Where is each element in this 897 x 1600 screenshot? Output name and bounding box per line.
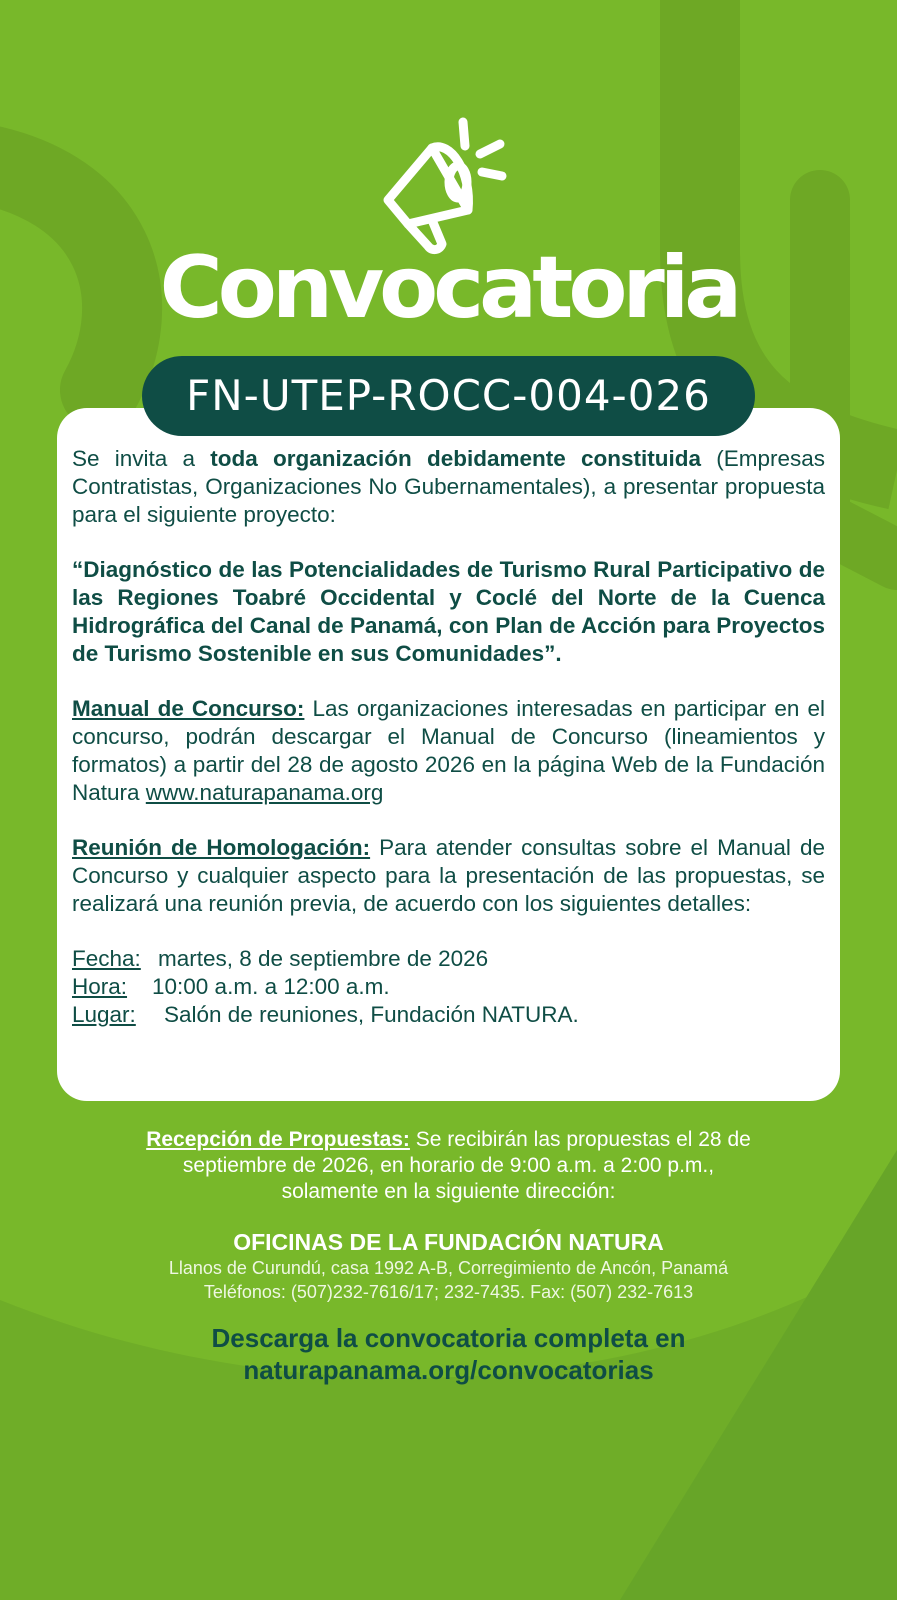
recepcion-line-1 [0, 1127, 897, 1153]
manual-text: Las organizaciones interesadas en participar en el concurso, podrán descargar el Manual de Concurso (lineamientos y formatos) a partir del 28 de agosto 2026 en la página Web de la Fundación Natura [72, 696, 825, 805]
oficinas-phones: Teléfonos: (507)232-7616/17; 232-7435. Fax: (507) 232-7613 [203, 1282, 694, 1302]
oficinas-title: OFICINAS DE LA FUNDACIÓN NATURA [233, 1229, 664, 1255]
detail-lugar-label: Lugar: [72, 1001, 136, 1027]
detail-lugar-value: Salón de reuniones, Fundación NATURA. [164, 1001, 579, 1027]
detail-hora-label: Hora: [72, 974, 128, 1000]
detail-lugar [72, 1001, 825, 1029]
homologacion-paragraph [72, 834, 825, 917]
manual-paragraph [72, 695, 825, 806]
recepcion-text-1: Se recibirán las propuestas el 28 de [409, 1128, 751, 1151]
detail-fecha-value: martes, 8 de septiembre de 2026 [158, 946, 489, 972]
intro-paragraph [72, 445, 825, 528]
detail-fecha [72, 945, 825, 973]
recepcion-block [0, 1127, 897, 1205]
download-line-1: Descarga la convocatoria completa en [211, 1323, 686, 1353]
intro-rest: (Empresas Contratistas, Organizaciones No Gubernamentales), a presentar propuesta para el siguiente proyecto: [72, 446, 825, 527]
recepcion-line-3: solamente en la siguiente dirección: [281, 1180, 616, 1203]
intro-bold: toda organización debidamente constituida [210, 446, 701, 471]
detail-fecha-label: Fecha: [72, 946, 141, 972]
oficinas-contact [0, 1256, 897, 1304]
page-title: Convocatoria [159, 238, 738, 338]
homologacion-text: Para atender consultas sobre el Manual de Concurso y cualquier aspecto para la presentación de las propuestas, se realizará una reunión previa, de acuerdo con los siguientes detalles: [72, 835, 825, 916]
recepcion-line-2: septiembre de 2026, en horario de 9:00 a.m. a 2:00 p.m., [182, 1154, 715, 1177]
oficinas-address: Llanos de Curundú, casa 1992 A-B, Corregimiento de Ancón, Panamá [168, 1258, 729, 1278]
website-link[interactable]: www.naturapanama.org [145, 779, 384, 805]
detail-hora-value: 10:00 a.m. a 12:00 a.m. [152, 974, 390, 1000]
project-title-text: “Diagnóstico de las Potencialidades de Turismo Rural Participativo de las Regiones Toabré Occidental y Coclé del Norte de la Cuenca Hidrográfica del Canal de Panamá, con Plan de Acción para Proyectos de Turismo Sostenible en sus Comunidades”. [72, 557, 825, 666]
download-callout [0, 1322, 897, 1386]
project-title [72, 556, 825, 667]
convocatoria-code-badge: FN-UTEP-ROCC-004-026 [142, 356, 755, 436]
intro-lead: Se invita a [72, 446, 211, 471]
download-url[interactable]: naturapanama.org/convocatorias [243, 1355, 654, 1385]
homologacion-label: Reunión de Homologación: [72, 835, 371, 861]
manual-label: Manual de Concurso: [72, 696, 305, 722]
recepcion-label: Recepción de Propuestas: [146, 1128, 410, 1151]
card-content [72, 445, 825, 1029]
detail-hora [72, 973, 825, 1001]
